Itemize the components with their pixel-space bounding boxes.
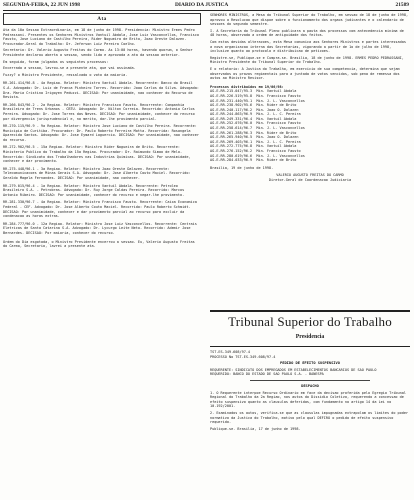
divider [250, 380, 370, 381]
distribution-item: AG-E-RR-252.076/96.0 Min. Francisco Fausto [210, 121, 301, 126]
case-entry: RR-279.015/96.4 - 1a Regiao. Relator: Ministro Vantuil Abdala. Recorrente: Petroleo Brasileiro S.A. - Petrobras. Advogado: Dr. Ruy Jorge Caldas Pereira. Recorrido: Marcos Antonio Ribeiro. DECISAO: Por unanimidade, conhecer do recurso e negar-lhe provimento. [3, 183, 187, 197]
signature-block: VALERIO AUGUSTO FREITAS DO CARMO Diretor-Geral de Coordenacao Judiciaria [268, 173, 352, 182]
distribution-item: AG-E-RR-280.619/96.6 Min. J. L. Vasconcellos [210, 153, 305, 158]
case-entry: RR-284.777/96.0 - 12a Regiao. Relator: Ministro Jose Luiz Vasconcellos. Recorrente: Centrais Eletricas de Santa Catarina S.A. Advogado: Dr. Lycurgo Leite Neto. Recorrido: Ademir Jose Bernardes. DECISAO: Por maioria, conhecer do recurso. [3, 221, 199, 235]
right-column [210, 13, 410, 183]
presidency-section [210, 350, 410, 431]
case-entry: RR-266.843/96.2 - 2a Regiao. Relator: Ministro Francisco Fausto. Recorrente: Companhia Brasileira de Trens Urbanos - CBTU. Advogado: Dr. Nilton Correia. Recorrido: Antonio Carlos Pereira. Advogado: Dr. Jose Torres das Neves. DECISAO: Por unanimidade, conhecer do recurso por divergencia jurisprudencial e, no merito, dar-lhe provimento parcial. [3, 102, 197, 121]
distribution-item: AG-E-RR-272.775/96.8 Min. Vantuil Abdala [210, 144, 297, 149]
page-header [3, 1, 409, 11]
ata-footer: Ordem do Dia esgotada, o Ministro Presidente encerrou a sessao. Eu, Valerio Augusto Freitas do Carmo, Secretario, lavrei a presente ata. [3, 239, 197, 249]
distribution-item: AG-E-RR-226.519/95.8 Min. Francisco Fausto [210, 93, 301, 98]
distribution-item: AG-E-RR-249.331/96.4 Min. Vantuil Abdala [210, 116, 297, 121]
case-entry: RR-281.330/96.7 - 4a Regiao. Relator: Ministro Francisco Fausto. Recorrente: Caixa Economica Federal - CEF. Advogado: Dr. Jose Alberto Couto Maciel. Recorrido: Paulo Roberto Schmidt. DECISAO: Por unanimidade, conhecer e dar provimento parcial ao recurso para excluir da condenacao as horas extras. [3, 200, 199, 219]
parties-block: REQUERENTE: SINDICATO DOS EMPREGADOS EM ESTABELECIMENTOS BANCARIOS DE SAO PAULO REQUERIDO: BANCO DO ESTADO DE SAO PAULO S.A. - BANESPA [210, 367, 377, 377]
header-date: SEGUNDA-FEIRA, 22 JUN 1998 [3, 2, 80, 8]
resolution-paragraph: SENHORES MINISTROS, a Mesa do Tribunal Superior do Trabalho, em sessao de 18 de junho de 1998, aprovou a Resolucao que dispoe sobre o funcionamento dos orgaos judicantes e o calendario de sessoes do segundo semestre. [210, 13, 411, 27]
distribution-item: AG-E-RR-240.117/96.2 Min. Joao O. Dalazen [210, 107, 299, 112]
resolution-paragraph: E o relatorio: A Justica do Trabalho, em exercicio de sua competencia, determina que sejam observados os prazos regimentais para a juntada de votos vencidos, sob pena de remessa dos autos ao Ministro Revisor. [210, 66, 402, 81]
despacho-paragraph: 2. Examinados os autos, verifica-se que as clausulas impugnadas extrapolam os limites do poder normativo da Justica do Trabalho, motivo pelo qual DEFIRO o pedido de efeito suspensivo requerido. [210, 410, 411, 425]
left-column [3, 13, 201, 249]
despacho-paragraph: 1. O Requerente interpoe Recurso Ordinario em face da decisao proferida pelo Egregio Tribunal Regional do Trabalho da 2a Regiao, nos autos do Dissidio Coletivo, requerendo a concessao de efeito suspensivo quanto as clausulas deferidas, com fundamento no artigo 14 da Lei no 10.192/2001. [210, 390, 409, 409]
resolution-paragraph: Registre-se, Publique-se e Cumpra-se. Brasilia, 18 de junho de 1998. ERMES PEDRO PEDRASSANI, Ministro Presidente do Tribunal Superior do Trabalho. [210, 55, 406, 65]
resolution-paragraph: I. A Secretaria do Tribunal Pleno publicara a pauta dos processos com antecedencia minima de 48 horas, observada a ordem de antiguidade dos feitos. [210, 28, 406, 38]
distribution-item: AG-E-RR-244.863/96.9 Min. J. L. C. Pereira [210, 112, 301, 117]
despacho-title: DESPACHO [301, 383, 319, 388]
ata-paragraph: Encerrada a sessao, lavrou-se a presente ata, que vai assinada. [3, 66, 136, 71]
case-entry: RR-261.414/96.8 - 4a Regiao. Relator: Ministro Vantuil Abdala. Recorrente: Banco do Brasil S.A. Advogado: Dr. Luiz de Franca Pinheiro Torres. Recorrido: Joao Carlos da Silva. Advogada: Dra. Maria Cristina Irigoyen Peduzzi. DECISAO: Por unanimidade, nao conhecer do Recurso de Revista. [3, 81, 202, 100]
distribution-item: AG-E-RR-284.033/96.9 Min. Rider de Brito [210, 158, 297, 163]
case-entry: RR-272.902/96.5 - 15a Regiao. Relator: Ministro Rider Nogueira de Brito. Recorrente: Ministerio Publico do Trabalho da 15a Regiao. Procurador: Dr. Raimundo Simao de Melo. Recorrido: Sindicato dos Trabalhadores nas Industrias Quimicas. DECISAO: Por unanimidade, conhecer e dar provimento. [3, 145, 193, 164]
distribution-item: AG-E-RR-265.940/96.5 Min. Joao O. Dalazen [210, 135, 299, 140]
ata-paragraph: Secretario: Dr. Valerio Augusto Freitas do Carmo. As 13:00 horas, havendo quorum, o Senhor Presidente declarou aberta a sessao, sendo lida e aprovada a ata da sessao anterior. [3, 48, 195, 57]
process-number: TST-ES-349.608/97.4 PROCESSO No TST-ES-349.608/97.4 [210, 350, 276, 359]
distribution-item: AG-E-RR-261.288/96.3 Min. Rider de Brito [210, 130, 297, 135]
distribution-item: AG-E-RR-269.403/96.1 Min. J. L. C. Pereira [210, 139, 301, 144]
tst-title: Tribunal Superior do Trabalho [228, 314, 392, 329]
closing-date: Brasilia, 19 de junho de 1998. [210, 165, 274, 170]
case-entry: RR-270.115/96.9 - 9a Regiao. Relator: Ministro Jose Luciano de Castilho Pereira. Recorrente: Municipio de Curitiba. Procurador: Dr. Paulo Roberto Ferreira Motta. Recorrida: Rosangela Aparecida Santos. Advogado: Dr. Jose Eymard Loguercio. DECISAO: Por unanimidade, nao conhecer do recurso. [3, 124, 202, 142]
ata-section-box [3, 13, 201, 25]
distribution-list-title: Processos distribuidos em 19/06/98: [210, 84, 284, 89]
ata-paragraph: Em seguida, foram julgados os seguintes processos: [3, 59, 109, 64]
ata-paragraph: Fuzzy? o Ministro Presidente, ressalvado o voto da maioria. [3, 72, 128, 77]
process-type: PEDIDO DE EFEITO SUSPENSIVO [280, 361, 340, 366]
distribution-item: AG-E-RR-276.152/96.2 Min. Francisco Fausto [210, 149, 301, 154]
distribution-item: AG-E-RR-258.614/96.7 Min. J. L. Vasconcellos [210, 126, 305, 131]
distribution-item: AG-E-RR-215.047/95.3 Min. Vantuil Abdala [210, 89, 297, 94]
tst-masthead [210, 310, 410, 347]
tst-subtitle: Presidencia [295, 334, 325, 340]
distribution-item: AG-E-RR-238.902/95.6 Min. Rider de Brito [210, 103, 297, 108]
header-publication-title: DIARIO DA JUSTICA [175, 2, 229, 8]
ata-intro: Ata da 10a Sessao Extraordinaria, em 18 de junho de 1998. Presidencia: Ministro Ermes Pedro Pedrassani. Presentes os Senhores Ministros Vantuil Abdala, Jose Luiz Vasconcellos, Francisco Fausto, Jose Luciano de Castilho Pereira, Rider Nogueira de Brito, Joao Oreste Dalazen. Procurador-Geral do Trabalho: Dr. Jeferson Luiz Pereira Coelho. [3, 28, 202, 46]
resolution-paragraph: Com estas devidas alteracoes, esta Mesa comunica aos Senhores Ministros e partes interessadas a nova organizacao interna das Secretarias, vigorando a partir de 1o de julho de 1998, inclusive quanto ao protocolo e distribuicao de peticoes. [210, 39, 409, 54]
ata-title: Ata [97, 16, 107, 22]
despacho-closing: Publique-se. Brasilia, 17 de junho de 1998. [210, 426, 301, 431]
header-page-number: 21589 [395, 2, 409, 8]
case-entry: RR-275.448/96.1 - 3a Regiao. Relator: Ministro Joao Oreste Dalazen. Recorrente: Telecomunicacoes de Minas Gerais S.A. Advogado: Dr. Jose Alberto Couto Maciel. Recorrido: Geraldo Magela Fernandes. DECISAO: Por unanimidade, nao conhecer. [3, 166, 193, 181]
distribution-item: AG-E-RR-231.440/95.1 Min. J. L. Vasconcellos [210, 98, 305, 103]
